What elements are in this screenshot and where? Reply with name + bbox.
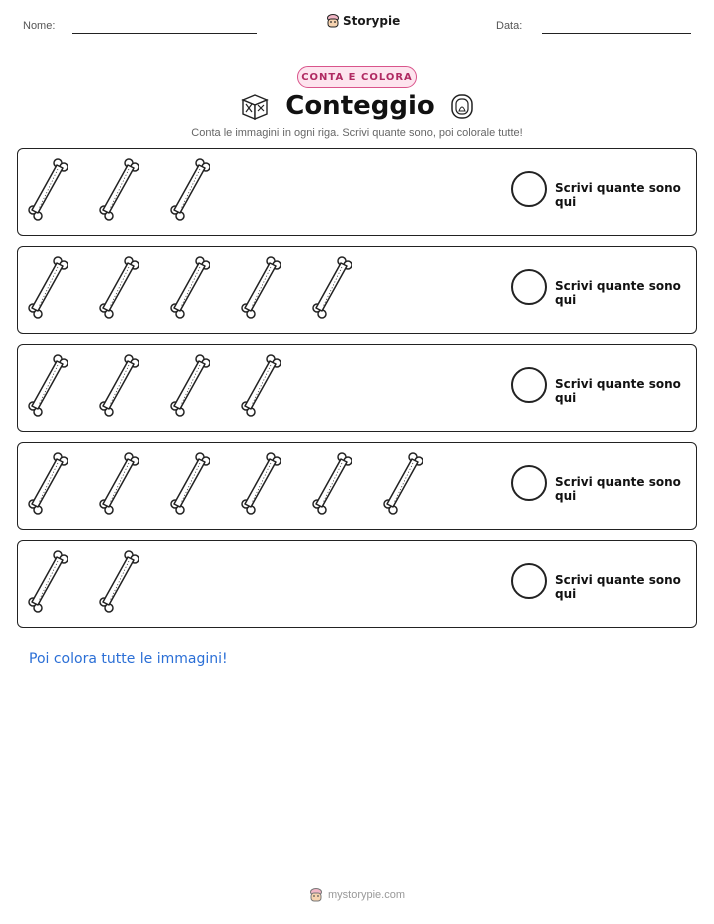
bone-icon — [312, 451, 352, 515]
bone-icon — [99, 549, 139, 613]
answer-label: Scrivi quante sono qui — [555, 279, 681, 307]
bone-icon — [241, 255, 281, 319]
bone-icon — [170, 451, 210, 515]
bone-icon — [383, 451, 423, 515]
answer-label: Scrivi quante sono qui — [555, 573, 681, 601]
answer-label: Scrivi quante sono qui — [555, 475, 681, 503]
name-line[interactable] — [72, 33, 257, 34]
bone-icon — [28, 451, 68, 515]
bone-icon — [28, 549, 68, 613]
count-row — [17, 148, 697, 236]
count-row — [17, 246, 697, 334]
answer-circle[interactable] — [511, 465, 547, 501]
count-row — [17, 344, 697, 432]
category-badge: CONTA E COLORA — [297, 66, 417, 88]
bone-icon — [99, 451, 139, 515]
footer-site: mystorypie.com — [327, 889, 406, 901]
bone-icon — [28, 353, 68, 417]
storypie-logo-icon — [309, 887, 323, 903]
bone-icon — [28, 255, 68, 319]
bone-icon — [170, 255, 210, 319]
answer-circle[interactable] — [511, 171, 547, 207]
instructions: Conta le immagini in ogni riga. Scrivi quante sono, poi colorale tutte! — [191, 127, 523, 139]
storypie-logo-icon — [326, 13, 340, 29]
footer — [0, 887, 714, 903]
bone-icon — [170, 157, 210, 221]
bone-icon — [312, 255, 352, 319]
bone-icon — [99, 353, 139, 417]
brand-logo — [326, 13, 400, 29]
answer-circle[interactable] — [511, 269, 547, 305]
answer-circle[interactable] — [511, 367, 547, 403]
brand-name: Storypie — [343, 14, 401, 28]
bone-icon — [28, 157, 68, 221]
date-label: Data: — [496, 20, 523, 32]
answer-label: Scrivi quante sono qui — [555, 181, 681, 209]
answer-circle[interactable] — [511, 563, 547, 599]
answer-label: Scrivi quante sono qui — [555, 377, 681, 405]
date-line[interactable] — [542, 33, 691, 34]
bone-icon — [170, 353, 210, 417]
toy-block-icon — [239, 90, 271, 122]
bone-icon — [241, 353, 281, 417]
count-row — [17, 442, 697, 530]
jar-icon — [449, 91, 475, 121]
name-label: Nome: — [23, 20, 56, 32]
bone-icon — [99, 157, 139, 221]
title-row — [0, 90, 714, 122]
bone-icon — [99, 255, 139, 319]
bone-icon — [241, 451, 281, 515]
count-row — [17, 540, 697, 628]
page-title: Conteggio — [285, 91, 435, 121]
coloring-note: Poi colora tutte le immagini! — [29, 651, 228, 667]
